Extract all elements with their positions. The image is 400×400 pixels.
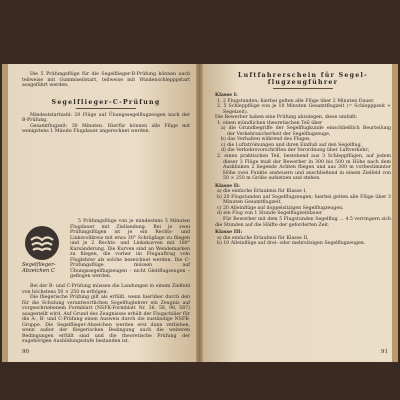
gull-badge-icon [25,226,59,260]
badge-figure [22,226,66,274]
right-heading-line2: flugzeugführer [267,79,339,86]
k2-item: d) ein Flug von 1 Stunde Segelflugzeitdauer [217,211,323,217]
page-number-right: 91 [381,349,388,356]
intro-paragraph: Die 5 Prüfungsflüge für die Segelflieger-B-Prüfung können auch teilweise mit Gummiseilstart, teilweise mit Windenschlepppstart ausgeführt werden. [22,72,190,89]
right-heading-line1: Luftfahrerschein für Segel- [238,72,368,79]
k2-item: c) 20 Alleinflüge auf doppelsitzigen Segelflugzeugen, [217,205,344,211]
page-edge [392,64,398,362]
k3-item: a) die einfache Erlaubnis für Klasse II, [217,235,309,241]
zeugnis-paragraph: Die fliegerische Prüfung gilt als erfüllt, wenn hierüber durch den für die Schulung verantwortlichen Segelfluglehrer ein Zeugnis auf vorgeschriebenem Formblatt (NSFK-Formblatt Nr. 36, 58, 98, 587) ausgestellt wird. Auf Grund des Zeugnisses erhält der Flugschüler für die A-, B- und C-Prüfung einen Ausweis durch die zuständige NSFK-Gruppe. Die Segelflieger-Abzeichen werden erst dann verliehen, wenn außer der fliegerischen Bedingung auch die weiteren Bedingungen erfüllt sind und die theoretische Prüfung der zugehörigen Ausbildungsstufe bestanden ist. [22,295,190,345]
klasse3-title: Klasse III: [215,230,243,236]
k1-exam-2: 2. einen praktischen Teil, bestehend aus 3 Schleppflügen, auf jedem dieser 3 Flüge muß der Bewerber in 300 bis 500 m Höhe nach dem Ausklinken 2 liegende Achten fliegen und aus 300 m vorbestimmter Höhe zwei Punkte ansteuern und anschließend in einem Zielfeld von 50 × 250 m Größe aufsetzen und stehen. [217,154,391,182]
heading-rule [76,108,136,109]
klasse2-title: Klasse II: [215,183,240,189]
page-number-left: 90 [22,349,29,356]
k1-sub-item: d) die Verkehrsvorschriften der Verordnung über Luftverkehr; [221,148,370,154]
k1-sub-item: a) die Grundbegriffe der Segelflugkunde einschließlich Beurteilung der Verkehrssicherheit der Segelflugzeuge, [221,126,391,137]
k3-item: b) 10 Alleinflüge auf drei- oder mehrsitzigen Segelflugzeugen. [217,241,366,247]
heading-rule [273,88,333,89]
k2-item: a) die einfache Erlaubnis für Klasse I, [217,189,307,195]
badge-caption: Segelflieger-Abzeichen C [22,262,56,274]
pruefungsfluege-paragraph: 5 Prüfungsflüge von je mindestens 5 Minuten Flugdauer mit Ziellandung. Bei je zwei Prüfungsflügen ist je ein Rechts- und Linksvollkreis mit etwa 30° Schräglage zu fliegen und je 2 Rechts- und Linkskurven mit 180° Kursänderung. Die Kurven sind an Wendemarken zu fliegen, die vorher im Flugauftrag vom Fluglehrer als solche bezeichnet werden. Die C-Prüfungsflüge müssen auf Übungssegelflugzeugen – nicht Gleitflugzeugen – geflogen werden. [70,219,190,280]
right-page [203,64,398,362]
k1-intro: Die Bewerber haben eine Prüfung abzulegen, diese umfaßt: [215,115,358,121]
gesamtflugzeit-paragraph: Gesamtflugzeit: 30 Minuten. Hierfür können alle Flüge mit wenigstens 1 Minute Flugdauer angerechnet werden. [22,123,190,135]
zielfeld-paragraph: Bei der B- und C-Prüfung müssen die Landungen in einem Zielfeld von höchstens 50 × 250 m erfolgen. [22,284,190,295]
section-heading: Segelflieger-C-Prüfung [51,98,161,106]
k1-exam-1: 1. einen mündlichen theoretischen Teil über [217,120,323,126]
pruefungsfluege-block [70,219,190,280]
klasse1-title: Klasse I: [215,93,238,98]
page-edge [2,64,8,362]
k2-extra: Für Bewerber mit dem 5 Flugstunden Segelflug ... 4.5 verringern sich die Stunden auf die Hälfte der geforderten Zeit. [215,217,391,228]
left-page [2,64,196,362]
right-text-block [215,72,391,247]
mindeststartzahl-paragraph: Mindeststartzahl: 20 Flüge auf Übungssegelflugzeugen nach der B-Prüfung. [22,112,190,124]
left-lower-block [22,284,190,345]
k1-item: 2. 5 Schleppflüge von je 10 Minuten Gesamtflugzeit (= Schlepppzeit + Segelzeit). [217,104,391,115]
k1-sub-item: b) das Verhalten während des Fluges, [221,137,311,143]
k1-item: 1. 2 Flugstunden; hierbei gelten alle Flüge über 2 Minuten Dauer. [217,98,375,104]
book-spine [196,64,203,362]
left-intro-block [22,72,190,135]
book-spread [2,64,398,362]
k1-sub-item: c) die Luftströmungen und ihren Einfluß auf den Segelflug, [221,142,363,148]
k2-item: b) 20 Flugstunden auf Segelflugzeugen; hierbei gelten alle Flüge über 3 Minuten Gesamtflugzeit, [217,194,391,206]
